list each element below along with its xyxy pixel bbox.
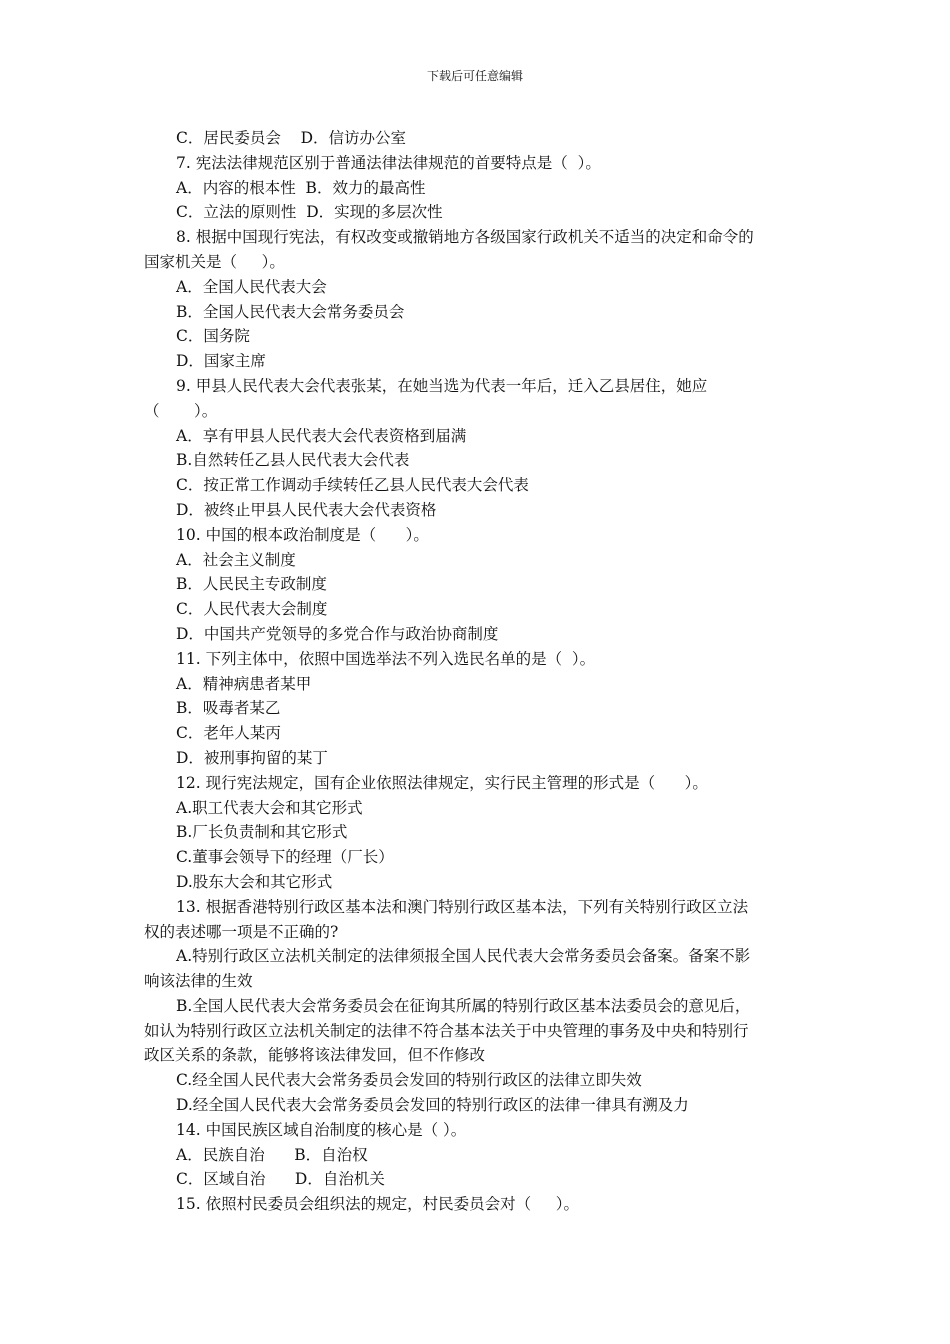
document-body — [144, 126, 814, 1217]
text-line: D．国家主席 — [176, 352, 266, 371]
text-line: C.经全国人民代表大会常务委员会发回的特别行政区的法律立即失效 — [176, 1071, 642, 1090]
text-line: A．民族自治 B．自治权 — [176, 1145, 368, 1164]
text-line: C．区域自治 D．自治机关 — [176, 1170, 385, 1189]
text-line: C．人民代表大会制度 — [176, 600, 328, 619]
text-line: C．立法的原则性 D．实现的多层次性 — [176, 203, 443, 222]
text-line: C．按正常工作调动手续转任乙县人民代表大会代表 — [176, 476, 529, 495]
text-line: A．内容的根本性 B．效力的最高性 — [176, 178, 426, 197]
text-line: A．精神病患者某甲 — [176, 674, 312, 693]
text-line: 如认为特别行政区立法机关制定的法律不符合基本法关于中央管理的事务及中央和特别行 — [144, 1021, 749, 1040]
text-line: C．居民委员会 D．信访办公室 — [176, 129, 406, 147]
text-line: 政区关系的条款，能够将该法律发回，但不作修改 — [144, 1046, 486, 1065]
text-line: 11. 下列主体中，依照中国选举法不列入选民名单的是（ ）。 — [176, 649, 596, 668]
text-line: A.职工代表大会和其它形式 — [176, 798, 363, 817]
text-line: D.股东大会和其它形式 — [176, 872, 333, 891]
text-line: 响该法律的生效 — [144, 972, 253, 991]
text-line: 13. 根据香港特别行政区基本法和澳门特别行政区基本法，下列有关特别行政区立法 — [176, 897, 749, 916]
text-line: 权的表述哪一项是不正确的? — [144, 922, 339, 941]
text-line: A．享有甲县人民代表大会代表资格到届满 — [176, 426, 467, 445]
text-line: D.经全国人民代表大会常务委员会发回的特别行政区的法律一律具有溯及力 — [176, 1096, 689, 1115]
text-line: 15. 依照村民委员会组织法的规定，村民委员会对（ ）。 — [176, 1195, 579, 1214]
text-line: A.特别行政区立法机关制定的法律须报全国人民代表大会常务委员会备案。备案不影 — [176, 947, 751, 966]
text-line: （ ）。 — [144, 401, 218, 420]
page-header: 下载后可任意编辑 — [426, 69, 523, 83]
text-line: B．吸毒者某乙 — [176, 699, 281, 718]
text-line: 8. 根据中国现行宪法，有权改变或撤销地方各级国家行政机关不适当的决定和命令的 — [176, 228, 754, 247]
text-line: 7. 宪法法律规范区别于普通法律法律规范的首要特点是（ ）。 — [176, 153, 601, 172]
text-line: D．中国共产党领导的多党合作与政治协商制度 — [176, 624, 499, 643]
text-line: C.董事会领导下的经理（厂长） — [176, 848, 394, 867]
text-line: B.自然转任乙县人民代表大会代表 — [176, 451, 410, 470]
text-line: D．被终止甲县人民代表大会代表资格 — [176, 500, 437, 519]
text-line: B．人民民主专政制度 — [176, 575, 327, 594]
text-line: 10. 中国的根本政治制度是（ ）。 — [176, 525, 429, 544]
text-line: C．老年人某丙 — [176, 724, 281, 743]
text-line: 14. 中国民族区域自治制度的核心是（ ）。 — [176, 1120, 467, 1139]
text-line: 国家机关是（ ）。 — [144, 252, 285, 271]
text-line: B．全国人民代表大会常务委员会 — [176, 302, 405, 321]
text-line: C．国务院 — [176, 327, 250, 346]
text-line: A．社会主义制度 — [176, 550, 296, 569]
text-line: B.厂长负责制和其它形式 — [176, 823, 348, 842]
text-line: 9. 甲县人民代表大会代表张某，在她当选为代表一年后，迁入乙县居住，她应 — [176, 376, 708, 395]
text-line: D．被刑事拘留的某丁 — [176, 748, 328, 767]
text-line: B.全国人民代表大会常务委员会在征询其所属的特别行政区基本法委员会的意见后， — [176, 996, 751, 1015]
text-line: A．全国人民代表大会 — [176, 277, 327, 296]
text-line: 12. 现行宪法规定，国有企业依照法律规定，实行民主管理的形式是（ ）。 — [176, 773, 708, 792]
